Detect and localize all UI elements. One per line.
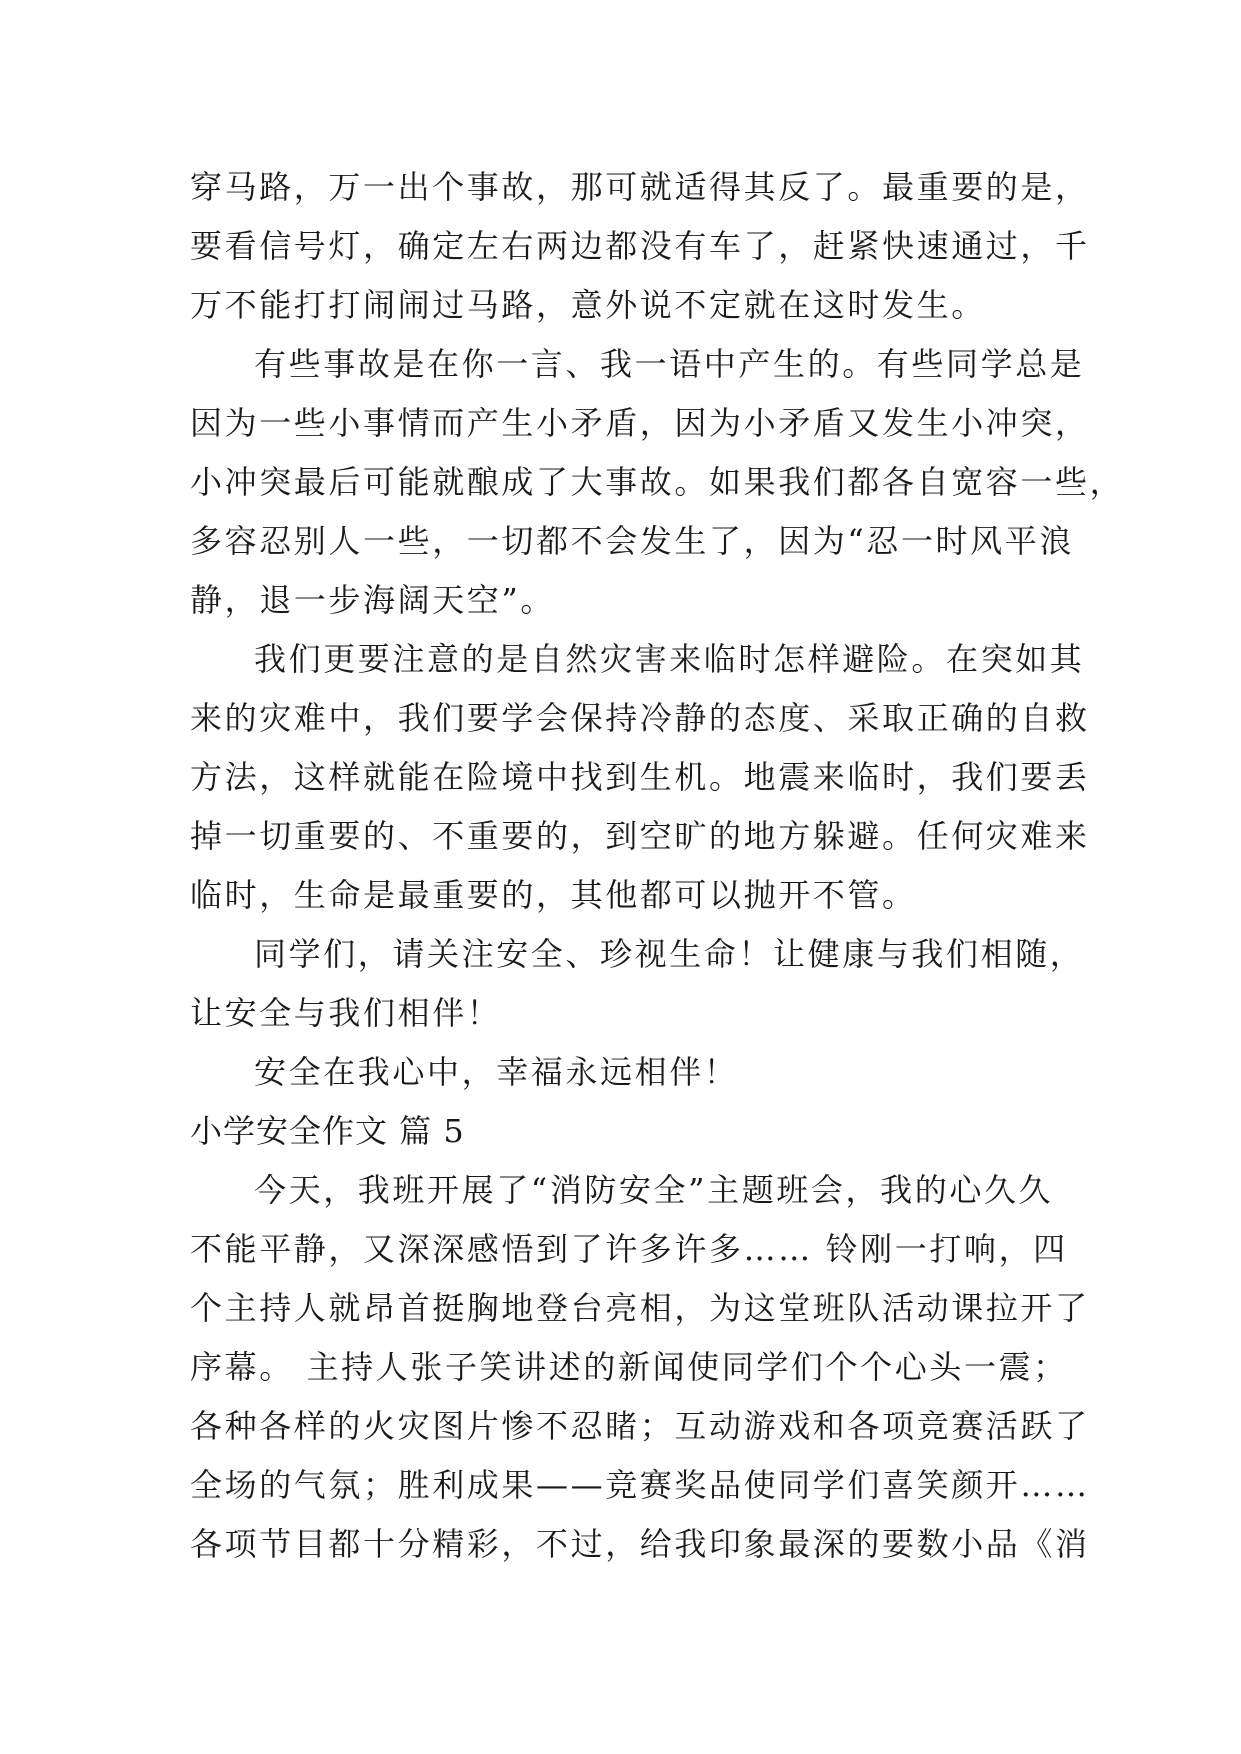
text-line: 安全在我心中，幸福永远相伴！ — [254, 1053, 739, 1091]
text-line: 同学们，请关注安全、珍视生命！让健康与我们相随， — [254, 935, 1085, 973]
text-line: 今天，我班开展了“消防安全”主题班会，我的心久久 — [254, 1171, 1054, 1209]
text-line: 有些事故是在你一言、我一语中产生的。有些同学总是 — [254, 345, 1085, 383]
text-line: 让安全与我们相伴！ — [190, 994, 502, 1032]
text-line: 临时，生命是最重要的，其他都可以抛开不管。 — [190, 876, 917, 914]
text-line: 各项节目都十分精彩，不过，给我印象最深的要数小品《消 — [190, 1525, 1090, 1563]
text-line: 各种各样的火灾图片惨不忍睹；互动游戏和各项竞赛活跃了 — [190, 1407, 1090, 1445]
text-line: 全场的气氛；胜利成果——竞赛奖品使同学们喜笑颜开…… — [190, 1466, 1090, 1504]
text-line: 小冲突最后可能就酿成了大事故。如果我们都各自宽容一些， — [190, 463, 1125, 501]
text-line: 多容忍别人一些，一切都不会发生了，因为“忍一时风平浪 — [190, 522, 1074, 560]
text-line: 来的灾难中，我们要学会保持冷静的态度、采取正确的自救 — [190, 699, 1090, 737]
text-line: 不能平静，又深深感悟到了许多许多…… 铃刚一打响，四 — [190, 1230, 1068, 1268]
section-heading: 小学安全作文 篇 5 — [190, 1112, 465, 1150]
text-line: 穿马路，万一出个事故，那可就适得其反了。最重要的是， — [190, 168, 1090, 206]
text-line: 个主持人就昂首挺胸地登台亮相，为这堂班队活动课拉开了 — [190, 1289, 1090, 1327]
text-line: 方法，这样就能在险境中找到生机。地震来临时，我们要丢 — [190, 758, 1090, 796]
text-line: 掉一切重要的、不重要的，到空旷的地方躲避。任何灾难来 — [190, 817, 1090, 855]
text-line: 我们更要注意的是自然灾害来临时怎样避险。在突如其 — [254, 640, 1085, 678]
article-body — [190, 158, 1125, 1574]
text-line: 因为一些小事情而产生小矛盾，因为小矛盾又发生小冲突， — [190, 404, 1090, 442]
text-line: 静，退一步海阔天空”。 — [190, 581, 555, 619]
text-line: 序幕。 主持人张子笑讲述的新闻使同学们个个心头一震； — [190, 1348, 1068, 1386]
text-line: 要看信号灯，确定左右两边都没有车了，赶紧快速通过，千 — [190, 227, 1090, 265]
text-line: 万不能打打闹闹过马路，意外说不定就在这时发生。 — [190, 286, 986, 324]
